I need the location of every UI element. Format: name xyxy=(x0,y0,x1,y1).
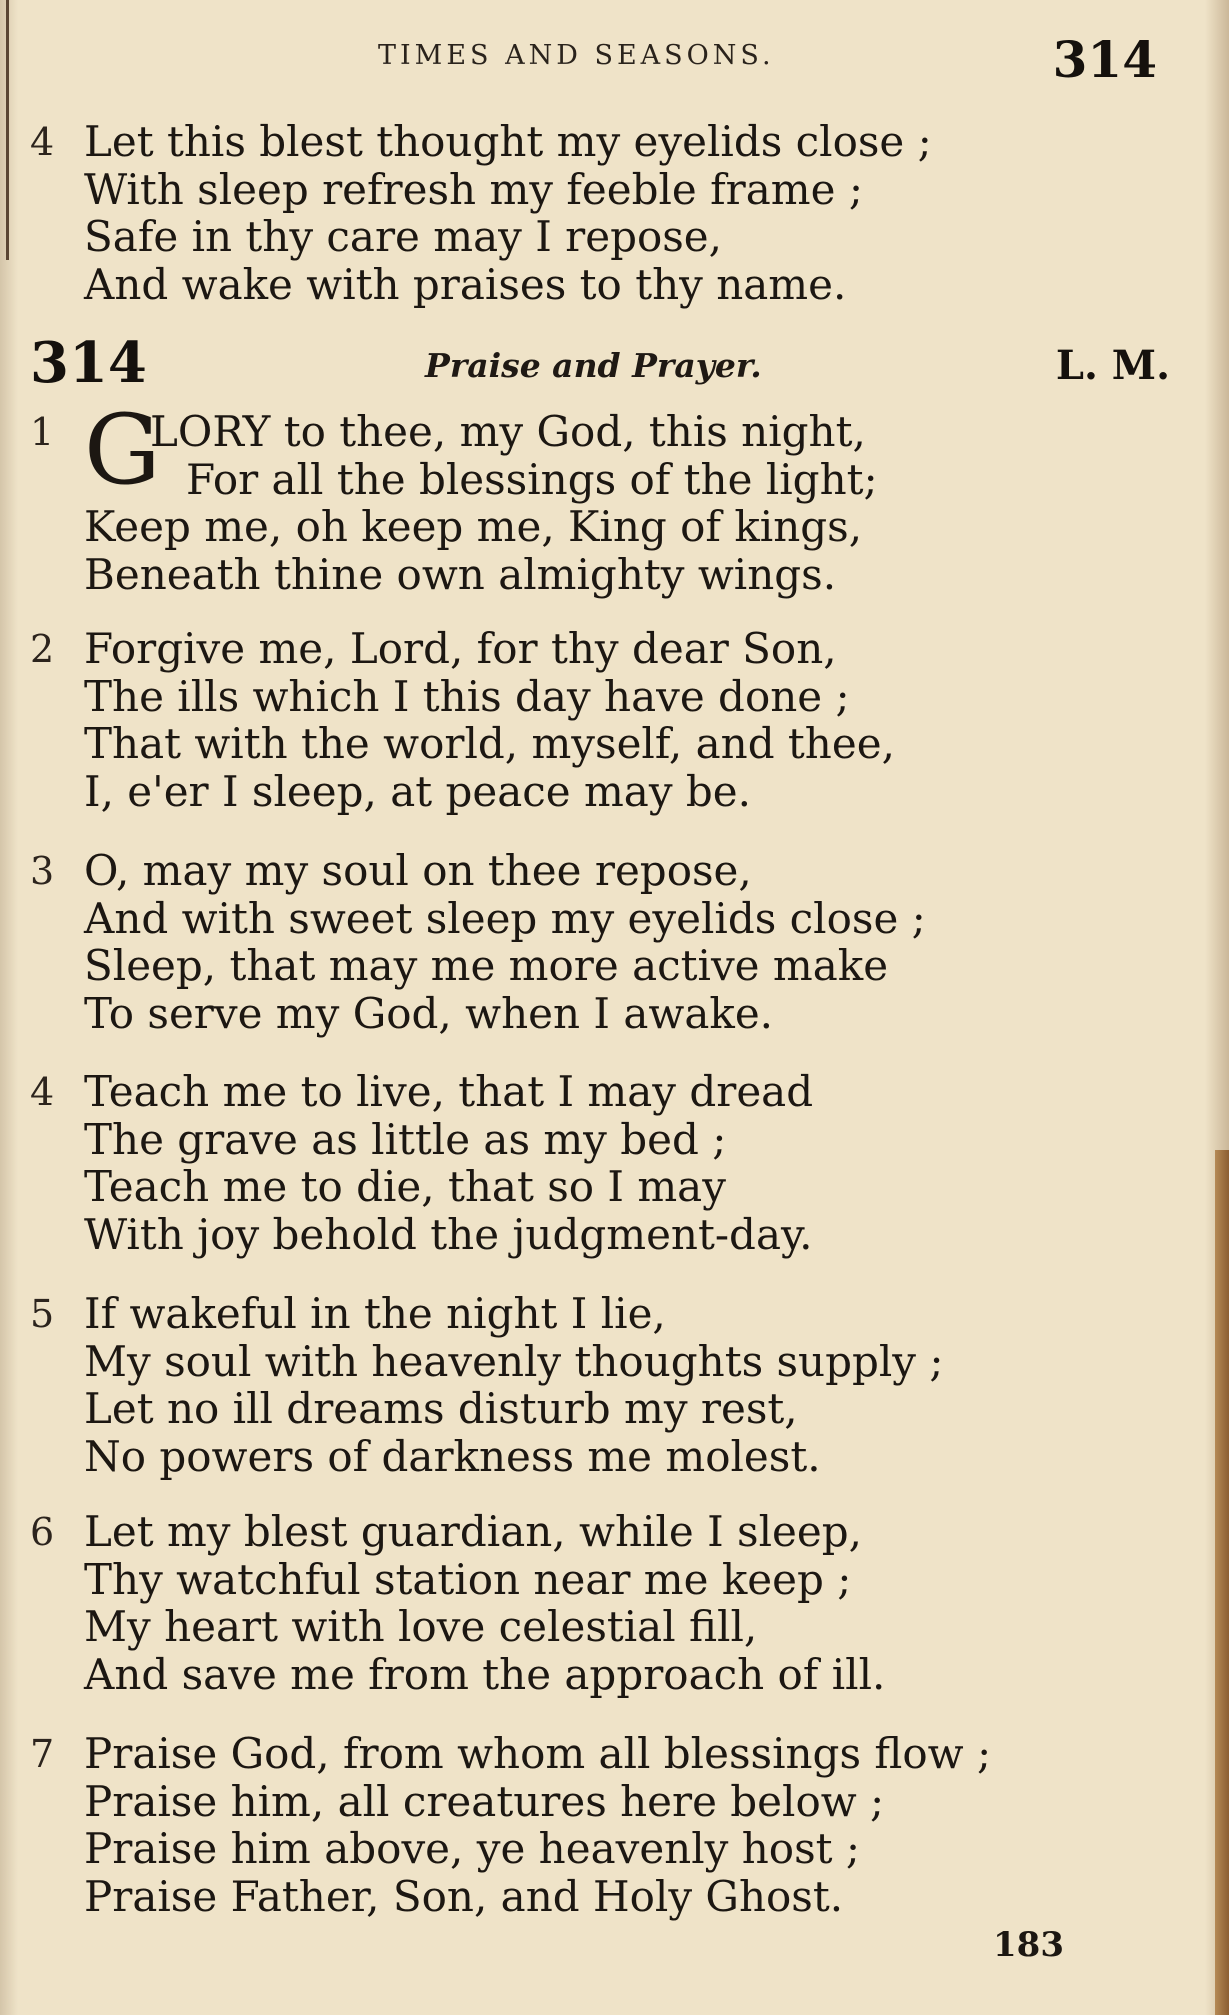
verse-line: If wakeful in the night I lie, xyxy=(84,1289,666,1338)
verse-line: Forgive me, Lord, for thy dear Son, xyxy=(84,624,837,673)
verse-line: Beneath thine own almighty wings. xyxy=(84,549,837,599)
printer-signature: 183 xyxy=(993,1925,1064,1965)
hymn-meter: L. M. xyxy=(1055,342,1170,389)
verse-line: Thy watchful station near me keep ; xyxy=(84,1554,852,1604)
verse-line: Praise him above, ye heavenly host ; xyxy=(84,1824,861,1873)
stanza-lines xyxy=(84,118,932,308)
running-head: TIMES AND SEASONS. xyxy=(378,40,775,71)
verse-line: Safe in thy care may I repose, xyxy=(84,212,722,261)
verse-line: For all the blessings of the light; xyxy=(186,455,878,504)
verse-line: Praise him, all creatures here below ; xyxy=(84,1776,885,1826)
stanza-number: 2 xyxy=(30,627,55,671)
stanza-lines xyxy=(84,503,862,598)
stanza-number: 6 xyxy=(30,1510,55,1554)
verse-line: My heart with love celestial fill, xyxy=(84,1602,758,1651)
drop-cap: G xyxy=(84,394,161,506)
stanza-number: 1 xyxy=(30,410,55,454)
verse-line: That with the world, myself, and thee, xyxy=(84,719,895,768)
left-margin-rule xyxy=(6,0,9,260)
verse-line: The grave as little as my bed ; xyxy=(84,1114,727,1164)
verse-line: And save me from the approach of ill. xyxy=(84,1649,886,1699)
stanza-number: 3 xyxy=(30,849,55,893)
hymn-header xyxy=(30,330,1170,398)
stanza-lines xyxy=(84,847,926,1037)
verse-line: I, e'er I sleep, at peace may be. xyxy=(84,766,752,816)
verse-line: And with sweet sleep my eyelids close ; xyxy=(84,893,926,943)
verse-line: To serve my God, when I awake. xyxy=(84,988,774,1038)
verse-line: LORY to thee, my God, this night, xyxy=(150,407,866,456)
hymn-number: 314 xyxy=(30,330,147,396)
verse-line: And wake with praises to thy name. xyxy=(84,259,847,309)
verse-line: No powers of darkness me molest. xyxy=(84,1431,821,1481)
verse-line: Teach me to live, that I may dread xyxy=(84,1067,814,1116)
verse-line: Let my blest guardian, while I sleep, xyxy=(84,1507,862,1556)
verse-line: Keep me, oh keep me, King of kings, xyxy=(84,502,863,551)
stanza-lines xyxy=(84,1068,813,1258)
stanza-lines xyxy=(84,1508,885,1698)
verse-line: O, may my soul on thee repose, xyxy=(84,846,752,895)
verse-line: With joy behold the judgment-day. xyxy=(84,1209,813,1259)
stanza-number: 4 xyxy=(30,1070,55,1114)
verse-line: Sleep, that may me more active make xyxy=(84,941,889,990)
verse-line: Praise Father, Son, and Holy Ghost. xyxy=(84,1871,844,1921)
stanza-number: 7 xyxy=(30,1732,55,1776)
verse-line: My soul with heavenly thoughts supply ; xyxy=(84,1336,944,1386)
page-edge-shadow xyxy=(1215,1150,1229,2015)
stanza-number: 5 xyxy=(30,1292,55,1336)
stanza-lines xyxy=(84,1290,944,1480)
stanza-number: 4 xyxy=(30,120,55,164)
verse-line: With sleep refresh my feeble frame ; xyxy=(84,164,863,214)
verse-line: Let this blest thought my eyelids close ; xyxy=(84,117,932,166)
verse-line: Let no ill dreams disturb my rest, xyxy=(84,1384,798,1433)
page-number: 314 xyxy=(1052,30,1157,89)
stanza-lines xyxy=(84,1730,991,1920)
verse-line: Teach me to die, that so I may xyxy=(84,1162,726,1211)
verse-line: The ills which I this day have done ; xyxy=(84,671,850,721)
hymn-title: Praise and Prayer. xyxy=(425,346,762,385)
verse-line: Praise God, from whom all blessings flow ; xyxy=(84,1729,992,1778)
stanza-lines xyxy=(84,625,895,815)
